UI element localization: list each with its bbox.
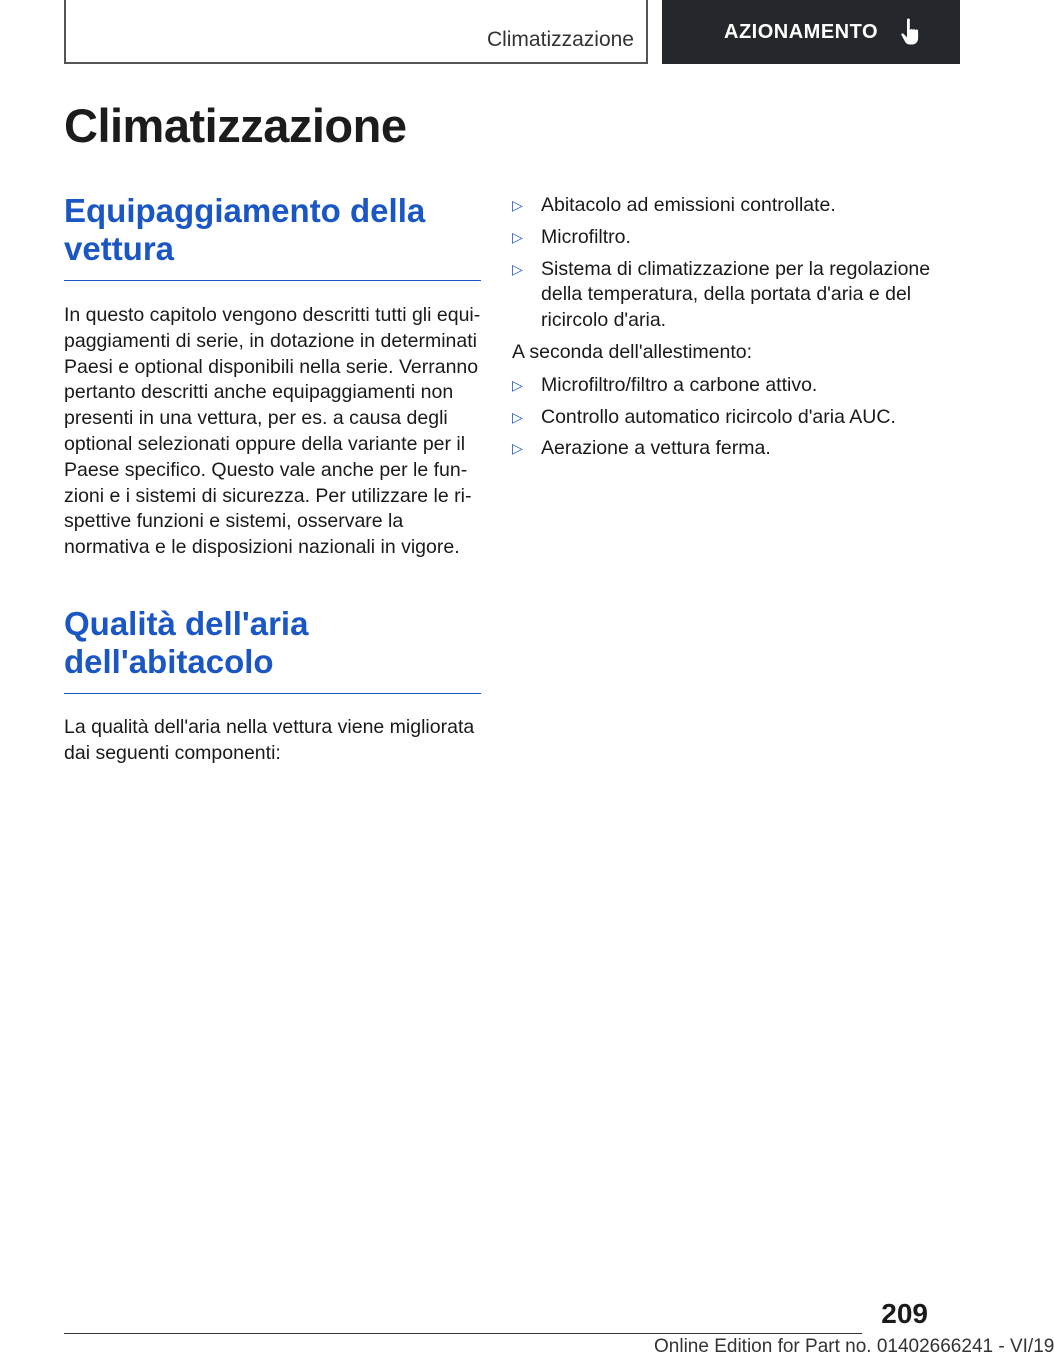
- component-list: [512, 193, 932, 334]
- section-body-air-quality: La qualità dell'aria nella vettura viene migliorata dai seguenti componenti:: [64, 715, 475, 764]
- optional-component-list: [512, 373, 932, 462]
- equipment-dependent-intro: A seconda dell'allestimento:: [512, 340, 753, 363]
- page-number: 209: [881, 1298, 928, 1329]
- list-item: ▷ Microfiltro.: [512, 225, 932, 251]
- triangle-bullet-icon: ▷: [512, 197, 523, 213]
- section-heading-air-quality: Qualità dell'aria dell'abitacolo: [64, 605, 481, 694]
- triangle-bullet-icon: ▷: [512, 440, 523, 457]
- list-item: ▷ Microfiltro/filtro a carbone attivo.: [512, 373, 932, 399]
- list-item: ▷ Abitacolo ad emissioni controllate.: [512, 193, 932, 219]
- triangle-bullet-icon: ▷: [512, 376, 523, 393]
- triangle-bullet-icon: ▷: [512, 408, 523, 425]
- header-section-title: Climatizzazione: [486, 28, 634, 51]
- triangle-bullet-icon: ▷: [512, 228, 523, 245]
- footer-edition-text: Online Edition for Part no. 01402666241 - VI/19: [654, 1336, 1054, 1357]
- list-item: ▷ Aerazione a vettura ferma.: [512, 436, 932, 462]
- section-heading-equipment: Equipaggiamento della vettura: [64, 192, 481, 281]
- section-body-equipment: In questo capitolo vengono descritti tutti gli equipaggiamenti di serie, in dotazione in determinati Paesi e optional disponibili nella serie. Verranno pertanto descritti anche equipaggiamenti non presenti in una vettura, per es. a causa degli optional selezionati oppure della variante per il Paese specifico. Questo vale anche per le funzioni e i sistemi di sicurezza. Per utilizzare le rispettive funzioni e sistemi, osservare la normativa e le disposizioni nazionali in vigore.: [64, 304, 481, 559]
- page-title: Climatizzazione: [64, 99, 407, 152]
- pointing-hand-icon: [900, 17, 926, 47]
- header-chapter-tab: [662, 0, 960, 64]
- triangle-bullet-icon: ▷: [512, 260, 523, 277]
- list-item: ▷ Controllo automatico ricircolo d'aria AUC.: [512, 405, 932, 431]
- footer-divider: [64, 1333, 862, 1334]
- list-item: ▷ Sistema di climatizzazione per la regolazione della temperatura, della portata d'aria e del ricircolo d'aria.: [512, 257, 931, 332]
- header-chapter-label: AZIONAMENTO: [724, 20, 879, 43]
- right-column: [512, 193, 932, 468]
- left-column: [64, 192, 481, 767]
